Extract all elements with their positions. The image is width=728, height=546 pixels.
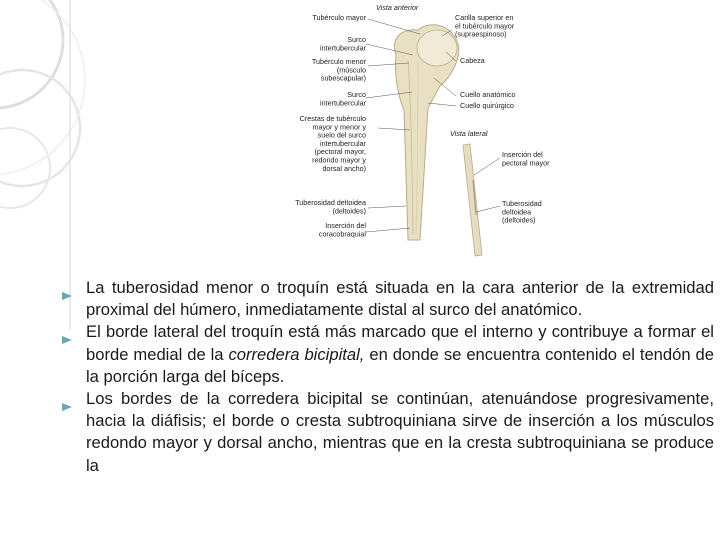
humerus-figure [270,0,560,258]
label-crestas: mayor y menor y [312,122,366,132]
label-surco2: intertubercular [320,98,366,108]
label-tub-menor: subescapular) [320,73,366,83]
view-lateral-label: Vista lateral [450,129,488,138]
label-crestas: Crestas de tubérculo [299,114,366,123]
bullet-text: La tuberosidad menor o troquín está situada en la cara anterior de la extremidad proximal del húmero, inmediatamente distal al surco del anatómico. [86,278,714,320]
label-tub-menor: (músculo [336,65,366,75]
label-tub-deltoidea: (deltoides) [332,206,366,216]
italic-term: corredera bicipital, [228,344,365,364]
label-surco: intertubercular [320,43,366,53]
label-cabeza: Cabeza [460,56,485,65]
label-crestas: (pectoral mayor, [314,147,366,157]
label-tub-deltoidea-lat: (deltoides) [502,215,536,225]
bullet-text: Los bordes de la corredera bicipital se continúan, atenuándose progresivamente, hacia la diáfisis; el borde o cresta subtroquiniana sirve de inserción a los músculos redondo mayor y dorsal ancho, mientras que en la cresta subtroquiniana se produce la [86,389,714,475]
bullet-item [62,321,714,388]
label-crestas: suelo del surco [317,130,366,140]
bullet-item [62,388,714,477]
bullet-list [62,277,714,477]
label-carilla: (supraespinoso) [455,29,507,39]
label-crestas: dorsal ancho) [322,163,366,173]
bullet-text: en donde se encuentra contenido el tendón de la porción larga del bíceps. [86,344,715,386]
label-surco2: Surco [347,90,366,99]
label-insercion-pectoral: pectoral mayor [502,158,550,168]
label-carilla: Carilla superior en [455,13,514,22]
label-crestas: redondo mayor y [312,155,366,165]
label-tub-deltoidea-lat: Tuberosidad [502,199,542,208]
label-insercion-pectoral: Inserción del [502,150,543,159]
label-insercion-coraco: coracobraquial [318,229,366,239]
bullet-item [62,277,714,321]
bullet-marker-icon [62,328,72,336]
bullet-text: El borde lateral del troquín está más marcado que el interno y contribuye a formar el borde medial de la [86,322,714,364]
label-tub-menor: Tubérculo menor [311,57,366,66]
view-anterior-label: Vista anterior [376,3,419,12]
label-tub-deltoidea-lat: deltoidea [502,207,532,217]
label-surco: Surco [347,35,366,44]
bullet-marker-icon [62,395,72,403]
bullet-marker-icon [62,284,72,292]
label-cuello-anat: Cuello anatómico [460,90,516,99]
label-crestas: intertubercular [320,138,366,148]
label-tub-deltoidea: Tuberosidad deltoidea [295,198,366,207]
humerus-lateral-illustration [463,144,482,256]
label-carilla: el tubérculo mayor [455,21,515,31]
label-insercion-coraco: Inserción del [325,221,366,230]
label-cuello-quir: Cuello quirúrgico [460,101,514,110]
label-tub-mayor: Tubérculo mayor [312,13,366,22]
